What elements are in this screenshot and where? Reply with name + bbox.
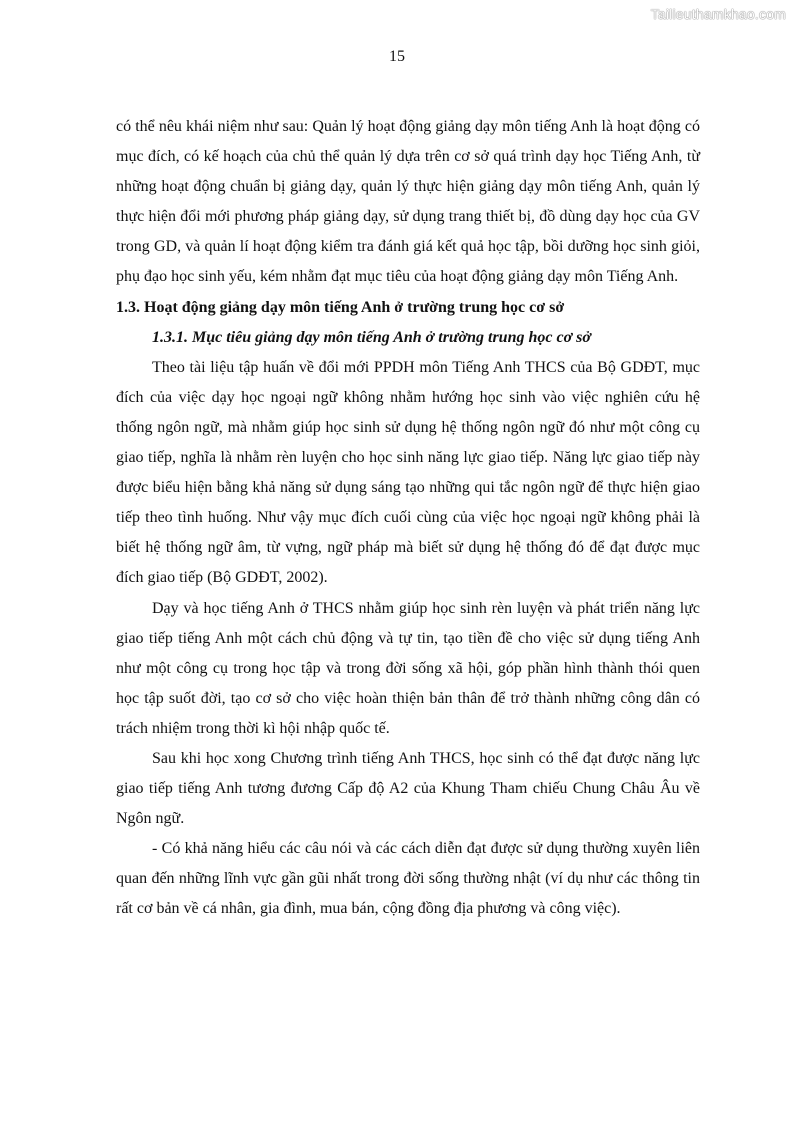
paragraph-training-material: Theo tài liệu tập huấn về đổi mới PPDH môn Tiếng Anh THCS của Bộ GDĐT, mục đích của việc dạy học ngoại ngữ không nhằm hướng học sinh vào việc nghiên cứu hệ thống ngôn ngữ, mà nhằm giúp học sinh sử dụng hệ thống ngôn ngữ đó như một công cụ giao tiếp, nghĩa là nhằm rèn luyện cho học sinh năng lực giao tiếp. Năng lực giao tiếp này được biểu hiện bằng khả năng sử dụng sáng tạo những qui tắc ngôn ngữ để thực hiện giao tiếp theo tình huống. Như vậy mục đích cuối cùng của việc học ngoại ngữ không phải là biết hệ thống ngữ âm, từ vựng, ngữ pháp mà biết sử dụng hệ thống đó để đạt được mục đích giao tiếp (Bộ GDĐT, 2002).	[116, 358, 700, 587]
paragraph-a2-level: Sau khi học xong Chương trình tiếng Anh THCS, học sinh có thể đạt được năng lực giao tiếp tiếng Anh tương đương Cấp độ A2 của Khung Tham chiếu Chung Châu Âu về Ngôn ngữ.	[116, 749, 700, 828]
paragraph-teaching-goals: Dạy và học tiếng Anh ở THCS nhằm giúp học sinh rèn luyện và phát triển năng lực giao tiếp tiếng Anh một cách chủ động và tự tin, tạo tiền đề cho việc sử dụng tiếng Anh như một công cụ trong học tập và trong đời sống xã hội, góp phần hình thành thói quen học tập suốt đời, tạo cơ sở cho việc hoàn thiện bản thân để trở thành những công dân có trách nhiệm trong thời kì hội nhập quốc tế.	[116, 599, 700, 737]
page-number: 15	[389, 48, 405, 65]
paragraph-definition: có thể nêu khái niệm như sau: Quản lý hoạt động giảng dạy môn tiếng Anh là hoạt động có mục đích, có kế hoạch của chủ thể quản lý dựa trên cơ sở quá trình dạy học Tiếng Anh, từ những hoạt động chuẩn bị giảng dạy, quản lý thực hiện giảng dạy môn tiếng Anh, quản lý thực hiện đổi mới phương pháp giảng dạy, sử dụng trang thiết bị, đồ dùng dạy học của GV trong GD, và quản lí hoạt động kiểm tra đánh giá kết quả học tập, bồi dưỡng học sinh giỏi, phụ đạo học sinh yếu, kém nhằm đạt mục tiêu của hoạt động giảng dạy môn Tiếng Anh.	[116, 118, 700, 286]
paragraph-comprehension-skill: - Có khả năng hiểu các câu nói và các cách diễn đạt được sử dụng thường xuyên liên quan đến những lĩnh vực gần gũi nhất trong đời sống thường nhật (ví dụ như các thông tin rất cơ bản về cá nhân, gia đình, mua bán, cộng đồng địa phương và công việc).	[116, 840, 700, 918]
section-heading-1-3: 1.3. Hoạt động giảng dạy môn tiếng Anh ở trường trung học cơ sở	[116, 298, 565, 316]
subsection-heading-1-3-1: 1.3.1. Mục tiêu giảng dạy môn tiếng Anh ở trường trung học cơ sở	[152, 328, 591, 346]
watermark-text: Tailieuthamkhao.com	[650, 6, 786, 22]
document-body	[116, 112, 700, 925]
